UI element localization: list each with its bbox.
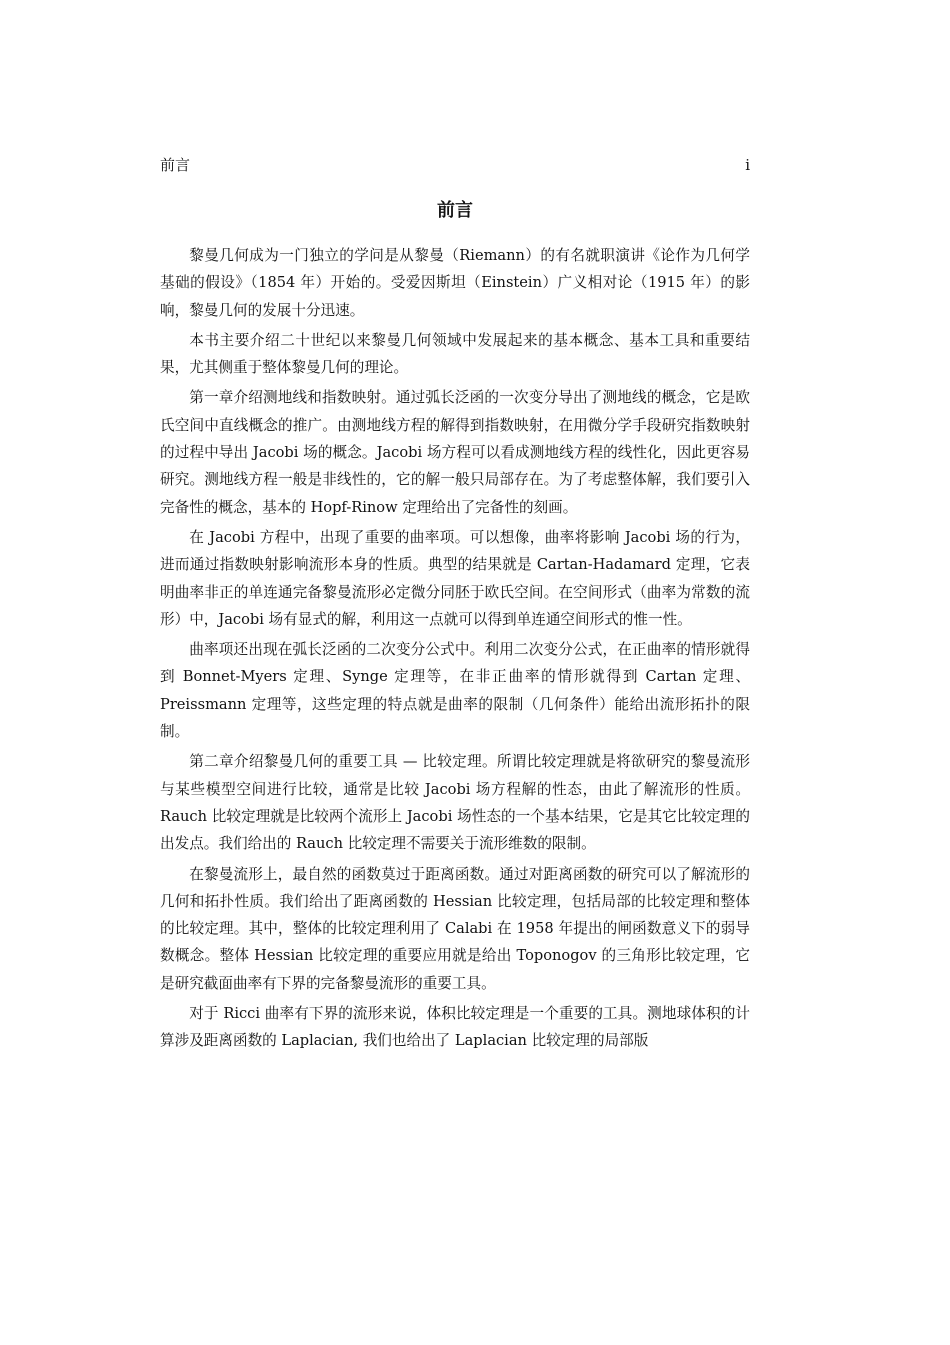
running-header-section: 前言 [160, 156, 191, 174]
body-text [160, 242, 750, 1058]
paragraph: 第一章介绍测地线和指数映射。通过弧长泛函的一次变分导出了测地线的概念，它是欧氏空间中直线概念的推广。由测地线方程的解得到指数映射，在用微分学手段研究指数映射的过程中导出 Jacobi 场的概念。Jacobi 场方程可以看成测地线方程的线性化，因此更容易研究。测地线方程一般是非线性的，它的解一般只局部存在。为了考虑整体解，我们要引入完备性的概念，基本的 Hopf-Rinow 定理给出了完备性的刻画。 [160, 389, 750, 516]
page-number: i [745, 156, 750, 174]
paragraph: 在黎曼流形上，最自然的函数莫过于距离函数。通过对距离函数的研究可以了解流形的几何和拓扑性质。我们给出了距离函数的 Hessian 比较定理，包括局部的比较定理和整体的比较定理。其中，整体的比较定理利用了 Calabi 在 1958 年提出的闸函数意义下的弱导数概念。整体 Hessian 比较定理的重要应用就是给出 Toponogov 的三角形比较定理，它是研究截面曲率有下界的完备黎曼流形的重要工具。 [160, 865, 750, 992]
paragraph: 在 Jacobi 方程中，出现了重要的曲率项。可以想像，曲率将影响 Jacobi 场的行为，进而通过指数映射影响流形本身的性质。典型的结果就是 Cartan-Hadamard 定理，它表明曲率非正的单连通完备黎曼流形必定微分同胚于欧氏空间。在空间形式（曲率为常数的流形）中，Jacobi 场有显式的解，利用这一点就可以得到单连通空间形式的惟一性。 [160, 528, 750, 628]
paragraph: 曲率项还出现在弧长泛函的二次变分公式中。利用二次变分公式，在正曲率的情形就得到 Bonnet-Myers 定理、Synge 定理等，在非正曲率的情形就得到 Cartan 定理、Preissmann 定理等，这些定理的特点就是曲率的限制（几何条件）能给出流形拓扑的限制。 [160, 641, 750, 741]
page-title: 前言 [437, 200, 473, 221]
running-header [160, 154, 750, 176]
paragraph: 第二章介绍黎曼几何的重要工具 — 比较定理。所谓比较定理就是将欲研究的黎曼流形与某些模型空间进行比较，通常是比较 Jacobi 场方程解的性态，由此了解流形的性质。Rauch 比较定理就是比较两个流形上 Jacobi 场性态的一个基本结果，它是其它比较定理的出发点。我们给出的 Rauch 比较定理不需要关于流形维数的限制。 [160, 753, 750, 853]
paragraph: 本书主要介绍二十世纪以来黎曼几何领域中发展起来的基本概念、基本工具和重要结果，尤其侧重于整体黎曼几何的理论。 [160, 331, 750, 377]
paragraph: 对于 Ricci 曲率有下界的流形来说，体积比较定理是一个重要的工具。测地球体积的计算涉及距离函数的 Laplacian, 我们也给出了 Laplacian 比较定理的局部版 [160, 1005, 750, 1050]
paragraph: 黎曼几何成为一门独立的学问是从黎曼（Riemann）的有名就职演讲《论作为几何学基础的假设》（1854 年）开始的。受爱因斯坦（Einstein）广义相对论（1915 年）的影响，黎曼几何的发展十分迅速。 [160, 247, 750, 319]
